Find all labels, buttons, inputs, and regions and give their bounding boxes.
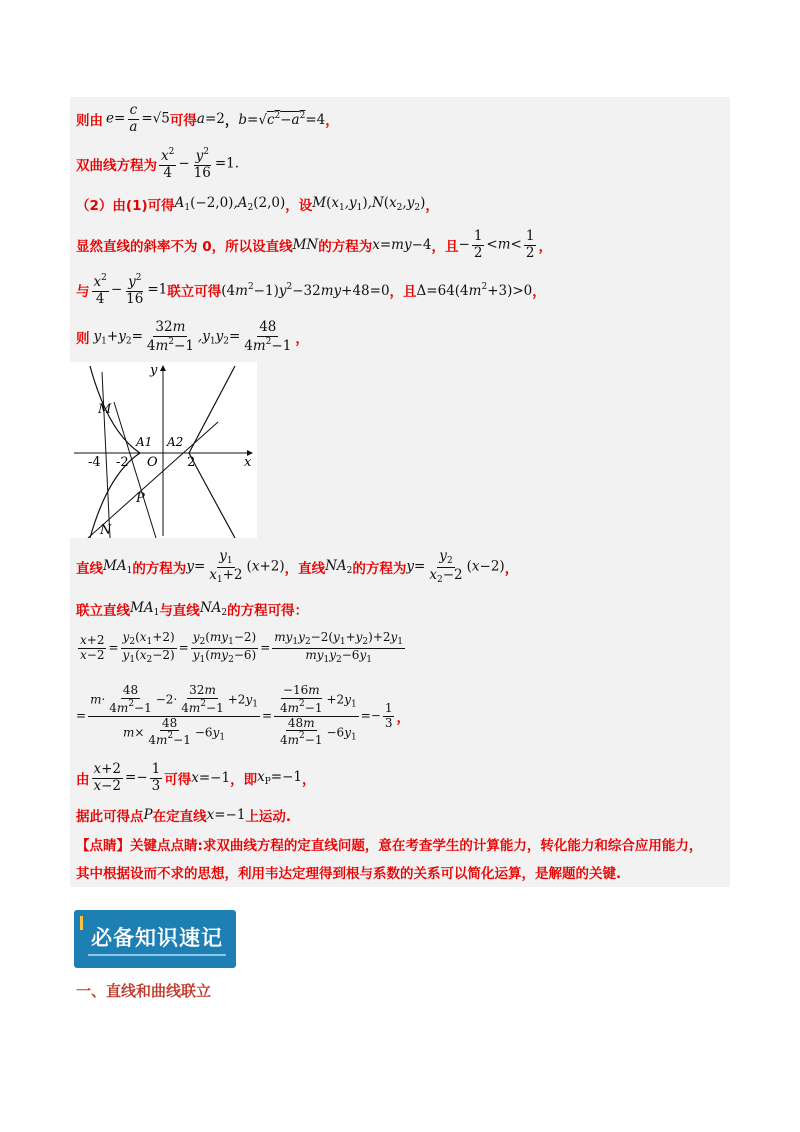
- text: 的方程为: [132, 561, 187, 577]
- hyperbola-left-branch: [90, 366, 140, 538]
- text: 显然直线的斜率不为 0，所以设直线: [76, 239, 293, 255]
- text: 直线: [76, 561, 103, 577]
- line-lines-eq: 直线 $MA_1$ 的方程为 y= $\frac{y_1}{x_1+2}$ (x+2) ，直线 $NA_2$ 的方程为 y= $\frac{y_2}{x_2-2}$ (x−2) ，: [76, 548, 519, 585]
- text: 双曲线方程为: [76, 158, 157, 174]
- text: ，且: [431, 239, 459, 255]
- text: 的方程为: [352, 561, 407, 577]
- line-conclusion: 据此可得点 P 在定直线 x=−1 上运动.: [76, 807, 292, 825]
- text: 的方程为: [318, 239, 373, 255]
- label-o: O: [147, 455, 158, 470]
- text: ，直线: [284, 561, 326, 577]
- text: ，即: [230, 772, 258, 788]
- line-part2: （2）由(1)可得 $A_1(-2,0),A_2(2,0)$ ，设 $M(x_1,y_1),N(x_2,y_2)$ ，: [76, 195, 439, 214]
- label-x: x: [244, 455, 252, 470]
- badge-title: 必备知识速记: [88, 920, 226, 956]
- label-m: M: [98, 402, 112, 417]
- text: 与: [76, 284, 90, 300]
- label-a2: A2: [167, 435, 184, 449]
- line-substitution: = m· $\frac{48}{4m^2-1}$ −2· $\frac{32m}{4m^2-1}$ $+2y_1$ m× $\frac{48}{4m^2-1}$ $-6y_1$ = $\frac{-16m}{4m^2-1}$ $+2y_1$ $\frac{48m}{4m^2-1}$ $-6y_1$ =− $\frac{1}{3}$ ，: [76, 682, 410, 748]
- label-neg2: -2: [116, 455, 129, 470]
- badge-accent-bar: [80, 916, 83, 930]
- text: 由: [76, 772, 90, 788]
- line-slope: 显然直线的斜率不为 0，所以设直线 MN 的方程为 x=my−4 ，且 − $\frac{1}{2}$ <m< $\frac{1}{2}$ ，: [76, 227, 552, 261]
- text: 可得: [164, 772, 192, 788]
- text: 则: [76, 331, 90, 347]
- line-hyperbola-eq: 双曲线方程为 $\frac{x^2}{4}$ − $\frac{y^2}{16}$ =1.: [76, 146, 240, 181]
- text: 据此可得点: [76, 809, 144, 825]
- text: 的方程可得：: [227, 603, 309, 619]
- text: 与直线: [159, 603, 200, 619]
- key-point-note-2: [76, 862, 621, 882]
- text: ，且: [389, 284, 417, 300]
- label-2: 2: [187, 455, 196, 470]
- section-heading: 一、直线和曲线联立: [76, 982, 212, 1000]
- hyperbola-right-branch: [189, 366, 235, 538]
- label-p: P: [136, 491, 145, 506]
- text: 则由: [76, 113, 103, 129]
- line-ma1: [114, 402, 156, 538]
- line-solve-intro: 联立直线 $MA_1$ 与直线 $NA_2$ 的方程可得：: [76, 600, 309, 619]
- note-text-2: 其中根据设而不求的思想，利用韦达定理得到根与系数的关系可以简化运算，是解题的关键.: [76, 866, 622, 882]
- line-combine: 与 $\frac{x^2}{4}$ − $\frac{y^2}{16}$ =1 联立可得 $(4m^2-1)y^2-32my+48=0$ ，且 $\Delta=64(4m^2+3)>0$ ，: [76, 272, 546, 307]
- line-mn: [102, 372, 110, 538]
- line-ratio: $\frac{x+2}{x-2}$ = $\frac{y_2(x_1+2)}{y_1(x_2-2)}$ = $\frac{y_2(my_1-2)}{y_1(my_2-6)}$ = $\frac{my_1y_2-2(y_1+y_2)+2y_1}{my_1y_2-6y_1}$: [80, 630, 404, 665]
- label-y: y: [150, 363, 158, 378]
- text: ，设: [285, 198, 313, 214]
- label-neg4: -4: [88, 455, 101, 470]
- section-badge: [74, 910, 236, 968]
- text: 在定直线: [152, 809, 207, 825]
- text: （2）由(1)可得: [76, 198, 175, 214]
- line-vieta: 则 $y_1+y_2=$ $\frac{32m}{4m^2-1}$ $,y_1y_2=$ $\frac{48}{4m^2-1}$ ，: [76, 318, 309, 354]
- label-a1: A1: [136, 435, 153, 449]
- text: 联立直线: [76, 603, 130, 619]
- note-tag: 【点睛】: [76, 838, 130, 854]
- key-point-note: [76, 834, 702, 854]
- line-result: 由 $\frac{x+2}{x-2}$ =− $\frac{1}{3}$ 可得 x=−1 ，即 $x_P=-1$ ，: [76, 760, 316, 794]
- label-n: N: [100, 523, 112, 538]
- text: 上运动.: [245, 809, 292, 825]
- note-text-1: 关键点点睛:求双曲线方程的定直线问题，意在考查学生的计算能力，转化能力和综合应用能力，: [130, 838, 703, 854]
- text: 联立可得: [167, 284, 222, 300]
- line-eccentricity: 则由 e= $\frac{c}{a}$ =√5 可得 a=2 ， $b=√c^2-a^2=4$ ，: [76, 101, 339, 135]
- text: 可得: [169, 113, 197, 129]
- hyperbola-figure: [70, 362, 257, 538]
